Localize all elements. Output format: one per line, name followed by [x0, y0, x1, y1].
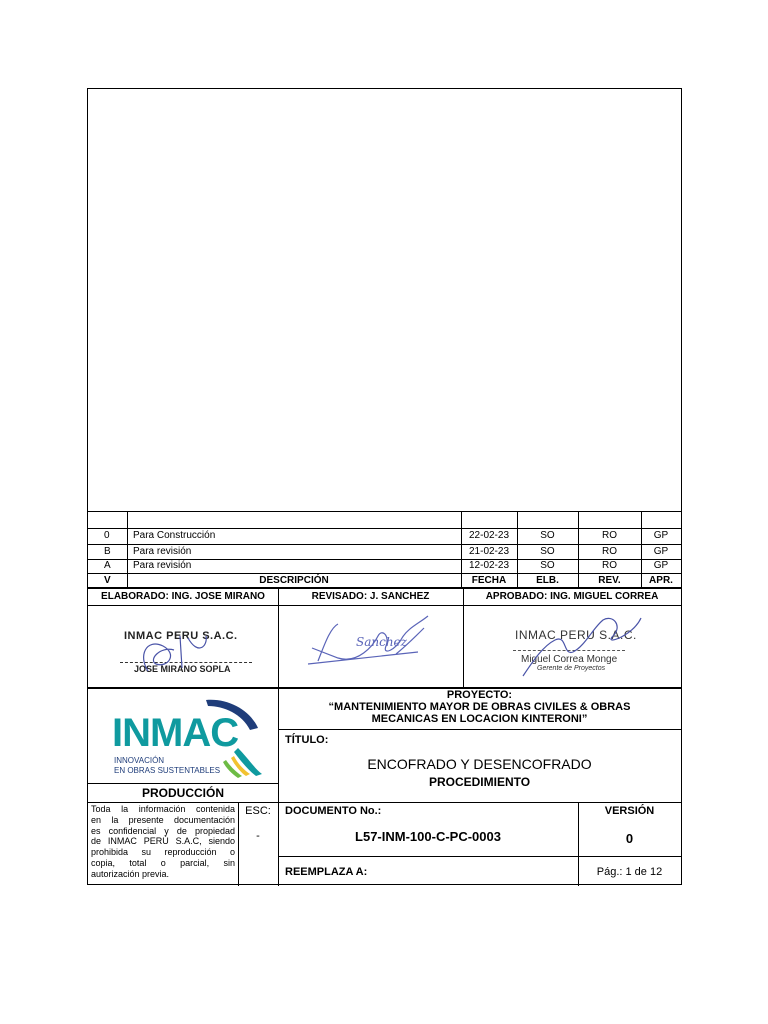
page-number: Pág.: 1 de 12: [596, 866, 663, 878]
confidentiality-notice: [91, 804, 235, 880]
document-number-label: DOCUMENTO No.:: [285, 805, 382, 817]
header-elb: ELB.: [536, 575, 559, 586]
rev-rev: RO: [602, 530, 617, 541]
rev-description: Para revisión: [133, 560, 192, 571]
notice-line: autorización previa.: [91, 868, 170, 879]
header-rev: REV.: [598, 575, 621, 586]
rev-description: Para revisión: [133, 546, 192, 557]
notice-line: en la presente documentación: [91, 814, 235, 825]
rev-code: B: [104, 546, 111, 557]
rule: [88, 511, 681, 512]
signature-scribble: [108, 616, 248, 676]
rule: [278, 856, 681, 857]
rev-date: 22-02-23: [468, 530, 510, 541]
logo-tagline-2: EN OBRAS SUSTENTABLES: [114, 766, 221, 775]
rule: [88, 587, 681, 589]
rev-code: A: [104, 560, 111, 571]
aprobado-label: APROBADO: ING. MIGUEL CORREA: [485, 591, 659, 602]
rev-elb: SO: [540, 546, 555, 557]
notice-line: prohibida su reproducción o: [91, 847, 235, 858]
notice-line: copia, total o parcial, sin: [91, 857, 235, 868]
esc-value: -: [256, 830, 260, 842]
esc-label: ESC:: [245, 805, 271, 817]
header-v: V: [104, 575, 111, 586]
document-frame: [87, 88, 682, 885]
notice-line: de INMAC PERÚ S.A.C, siendo: [91, 836, 235, 847]
document-title: ENCOFRADO Y DESENCOFRADO: [367, 756, 592, 772]
title-label: TÍTULO:: [285, 734, 329, 746]
header-date: FECHA: [471, 575, 507, 586]
header-description: DESCRIPCIÓN: [259, 575, 329, 586]
rev-rev: RO: [602, 546, 617, 557]
project-name-line-2: MECANICAS EN LOCACION KINTERONI”: [371, 713, 588, 725]
header-apr: APR.: [649, 575, 673, 586]
version-value: 0: [625, 831, 634, 846]
elaborado-label: ELABORADO: ING. JOSE MIRANO: [101, 591, 265, 602]
signature-scribble: [463, 606, 681, 687]
rev-date: 21-02-23: [468, 546, 510, 557]
rule: [88, 573, 681, 574]
stamp-name: JOSE MIRANO SOPLA: [134, 664, 231, 674]
company-logo: [88, 688, 278, 783]
svg-text:Sanchez: Sanchez: [356, 635, 407, 649]
rev-apr: GP: [653, 560, 669, 571]
rev-rev: RO: [602, 560, 617, 571]
stamp-company: INMAC PERU S.A.C.: [124, 630, 238, 642]
rev-apr: GP: [653, 546, 669, 557]
rule: [88, 544, 681, 545]
rev-code: 0: [104, 530, 110, 541]
stamp-role: Gerente de Proyectos: [537, 665, 606, 672]
signature-scribble: [278, 606, 463, 687]
rule: [88, 783, 278, 784]
notice-line: Toda la información contenida: [91, 804, 235, 814]
reemplaza-label: REEMPLAZA A:: [285, 866, 368, 878]
rev-elb: SO: [540, 530, 555, 541]
notice-line: es confidencial y de propiedad: [91, 825, 235, 836]
project-label: PROYECTO:: [446, 689, 513, 701]
rule: [88, 528, 681, 529]
signature-elaborado: [88, 606, 278, 687]
signature-aprobado: [463, 606, 681, 687]
rev-apr: GP: [653, 530, 669, 541]
rev-date: 12-02-23: [468, 560, 510, 571]
stamp-company: INMAC PERU S.A.C.: [515, 628, 637, 642]
document-number: L57-INM-100-C-PC-0003: [355, 829, 501, 844]
stamp-name: Miguel Correa Monge: [521, 654, 618, 665]
logo-word: INMAC: [112, 711, 239, 755]
produccion-label: PRODUCCIÓN: [141, 786, 224, 800]
signature-revisado: [278, 606, 463, 687]
document-subtitle: PROCEDIMIENTO: [428, 775, 531, 789]
rev-description: Para Construcción: [133, 530, 216, 541]
rule: [88, 802, 681, 803]
rev-elb: SO: [540, 560, 555, 571]
logo-tagline-1: INNOVACIÓN: [114, 756, 165, 765]
rule: [278, 729, 681, 730]
revisado-label: REVISADO: J. SANCHEZ: [311, 591, 430, 602]
version-label: VERSIÓN: [604, 805, 655, 817]
project-name-line-1: “MANTENIMIENTO MAYOR DE OBRAS CIVILES & OBRAS: [328, 701, 631, 713]
